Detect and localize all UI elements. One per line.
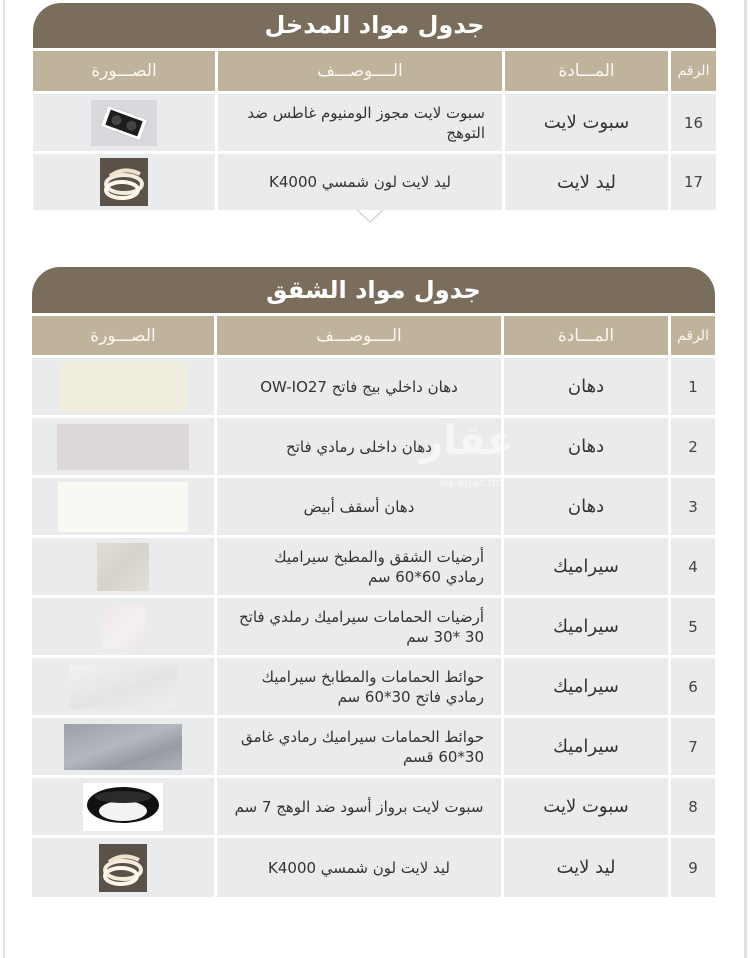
image-cell — [32, 538, 214, 595]
table-row — [32, 778, 715, 835]
material-cell: ليد لايت — [505, 154, 668, 210]
table-row — [32, 418, 715, 475]
beige-paint-swatch-icon — [59, 362, 187, 412]
table-header-row — [32, 316, 715, 355]
table-title — [32, 267, 715, 313]
number-cell: 8 — [671, 778, 715, 835]
table-title-text: جدول مواد الشقق — [266, 276, 481, 304]
image-cell — [33, 154, 215, 210]
image-cell — [32, 718, 214, 775]
image-cell — [32, 478, 214, 535]
table-header-row — [33, 51, 716, 91]
table-row — [32, 718, 715, 775]
light-ceramic-tile-icon — [101, 605, 145, 649]
black-ring-spotlight-icon — [83, 783, 163, 831]
header-number: الرقم — [671, 51, 716, 91]
number-cell: 16 — [671, 94, 716, 151]
table-row — [32, 358, 715, 415]
material-cell: دهان — [504, 478, 668, 535]
description-cell: دهان أسقف أبيض — [217, 478, 501, 535]
image-cell — [32, 358, 214, 415]
gray-ceramic-tile-icon — [97, 543, 149, 591]
entrance-materials-table — [33, 3, 716, 210]
table-row — [32, 538, 715, 595]
material-cell: سيراميك — [504, 658, 668, 715]
page-edge-right — [744, 0, 747, 958]
white-paint-swatch-icon — [58, 482, 188, 532]
watermark-url: sa.aqar.fm — [440, 475, 504, 489]
number-cell: 6 — [671, 658, 715, 715]
material-cell: سيراميك — [504, 538, 668, 595]
page-edge-left — [3, 0, 5, 958]
table-title-text: جدول مواد المدخل — [264, 11, 485, 39]
header-image: الصـــورة — [33, 51, 215, 91]
number-cell: 17 — [671, 154, 716, 210]
table-row — [32, 478, 715, 535]
description-cell: حوائط الحمامات سيراميك رمادي غامق 30*60 قسم — [217, 718, 501, 775]
header-description: الــــوصـــف — [217, 316, 501, 355]
description-cell: دهان داخلي بيج فاتح OW-IO27 — [217, 358, 501, 415]
material-cell: سبوت لايت — [504, 778, 668, 835]
table-row — [33, 154, 716, 210]
description-cell: سبوت لايت مجوز الومنيوم غاطس ضد التوهج — [218, 94, 502, 151]
apartment-materials-table — [32, 267, 715, 899]
image-cell — [32, 598, 214, 655]
header-number: الرقم — [671, 316, 715, 355]
material-cell: سيراميك — [504, 598, 668, 655]
description-cell: دهان داخلى رمادي فاتح — [217, 418, 501, 475]
table-row — [32, 658, 715, 715]
description-cell: ليد لايت لون شمسي K4000 — [217, 838, 501, 897]
material-cell: ليد لايت — [504, 838, 668, 897]
number-cell: 9 — [671, 838, 715, 897]
header-description: الــــوصـــف — [218, 51, 502, 91]
light-gray-paint-swatch-icon — [57, 424, 189, 470]
description-cell: سبوت لايت برواز أسود ضد الوهج 7 سم — [217, 778, 501, 835]
material-cell: سبوت لايت — [505, 94, 668, 151]
material-cell: دهان — [504, 418, 668, 475]
header-material: المـــادة — [505, 51, 668, 91]
number-cell: 2 — [671, 418, 715, 475]
light-gray-wall-tile-icon — [69, 665, 177, 709]
description-cell: حوائط الحمامات والمطابخ سيراميك رمادي فاتح 30*60 سم — [217, 658, 501, 715]
dark-gray-wall-tile-icon — [64, 724, 182, 770]
material-cell: دهان — [504, 358, 668, 415]
description-cell: أرضيات الشقق والمطبخ سيراميك رمادي 60*60 سم — [217, 538, 501, 595]
header-image: الصـــورة — [32, 316, 214, 355]
led-strip-icon — [99, 844, 147, 892]
number-cell: 5 — [671, 598, 715, 655]
table-row — [32, 598, 715, 655]
number-cell: 7 — [671, 718, 715, 775]
table-title — [33, 3, 716, 48]
led-strip-icon — [100, 158, 148, 206]
description-cell: ليد لايت لون شمسي K4000 — [218, 154, 502, 210]
double-recessed-spotlight-icon — [91, 100, 157, 146]
image-cell — [32, 658, 214, 715]
table-row — [32, 838, 715, 897]
watermark-logo: عقار — [420, 418, 515, 464]
table-row — [33, 94, 716, 151]
image-cell — [32, 778, 214, 835]
chevron-down-icon — [355, 207, 385, 227]
number-cell: 3 — [671, 478, 715, 535]
number-cell: 4 — [671, 538, 715, 595]
image-cell — [32, 838, 214, 897]
header-material: المـــادة — [504, 316, 668, 355]
image-cell — [32, 418, 214, 475]
number-cell: 1 — [671, 358, 715, 415]
image-cell — [33, 94, 215, 151]
material-cell: سيراميك — [504, 718, 668, 775]
description-cell: أرضيات الحمامات سيراميك رملدي فاتح 30 *30 سم — [217, 598, 501, 655]
